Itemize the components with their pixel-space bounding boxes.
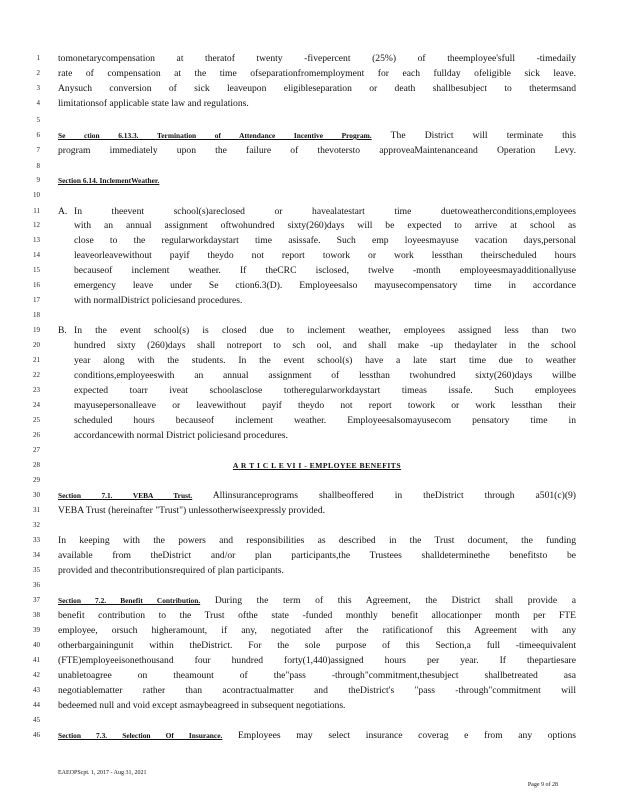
- line-number: 17: [33, 296, 40, 304]
- line-number: 14: [33, 251, 40, 259]
- body-line: benefit contribution to the Trust ofthe state -funded monthly benefit allocationper month per FTE: [58, 610, 576, 621]
- line-number: 3: [36, 84, 40, 92]
- body-line: available from theDistrict and/or plan participants,the Trustees shalldeterminethe benefitsto be: [58, 550, 576, 561]
- line-number: 37: [33, 596, 40, 604]
- line-number: 30: [33, 491, 40, 499]
- line-number: 33: [33, 536, 40, 544]
- line-number: 34: [33, 551, 40, 559]
- line-number: 27: [33, 446, 40, 454]
- line-number: 28: [33, 461, 40, 469]
- line-number: 29: [33, 476, 40, 484]
- footer-page-number: Page 9 of 28: [527, 782, 558, 788]
- section-6-14-heading: [58, 174, 576, 187]
- section-text: During the term of this Agreement, the District shall provide a: [214, 595, 576, 606]
- body-line: accordancewith normal District policiesand procedures.: [74, 430, 288, 441]
- body-line: provided and thecontributionsrequired of plan participants.: [58, 565, 284, 576]
- body-line: limitationsof applicable state law and regulations.: [58, 98, 249, 109]
- line-number: 24: [33, 401, 40, 409]
- body-line: leaveorleavewithout payif theydo not report towork or work lessthan theirscheduled hours: [74, 250, 576, 261]
- body-line: employee, orsuch higheramount, if any, negotiated after the ratificationof this Agreement with any: [58, 625, 576, 636]
- article-heading: [58, 459, 576, 472]
- line-number: 45: [33, 716, 40, 724]
- line-number: 18: [33, 311, 40, 319]
- body-line: mayusepersonalleave or leavewithout payif theydo not report towork or work lessthan their: [74, 400, 576, 411]
- body-line: [58, 594, 576, 607]
- body-line: In the event school(s) is closed due to inclement weather, employees assigned less than two: [74, 325, 576, 336]
- line-number: 22: [33, 371, 40, 379]
- body-line: hundred sixty (260)days shall notreport to sch ool, and shall make -up thedaylater in the school: [74, 340, 576, 351]
- line-number: 15: [33, 266, 40, 274]
- line-number: 38: [33, 611, 40, 619]
- line-number: 10: [33, 191, 40, 199]
- body-line: bedeemed null and void except asmaybeagreed in subsequent negotiations.: [58, 700, 346, 711]
- body-line: otherbargainingunit within theDistrict. For the sole purpose of this Section,a full -timeequivalent: [58, 640, 576, 651]
- body-line: year along with the students. In the event school(s) have a late start time due to weather: [74, 355, 576, 366]
- line-number: 4: [36, 99, 40, 107]
- line-number: 1: [36, 54, 40, 62]
- body-line: In keeping with the powers and responsibilities as described in the Trust document, the funding: [58, 535, 576, 546]
- line-number: 6: [36, 131, 40, 139]
- article-title: A R T I C L E VI I - EMPLOYEE BENEFITS: [232, 461, 402, 470]
- line-number: 11: [33, 207, 40, 215]
- section-text: Allinsuranceprograms shallbeoffered in theDistrict through a501(c)(9): [212, 490, 576, 501]
- body-line: becauseof inclement weather. If theCRC isclosed, twelve -month employeesmayadditionallyuse: [74, 265, 576, 276]
- line-number: 42: [33, 671, 40, 679]
- body-line: negotiablematter rather than acontractualmatter and theDistrict's "pass -through"commitment will: [58, 685, 576, 696]
- line-number: 23: [33, 386, 40, 394]
- section-text: Employees may select insurance coverag e from any options: [237, 730, 576, 741]
- body-line: expected toarr iveat schoolasclose totheregularworkdaystart timeas issafe. Such employees: [74, 385, 576, 396]
- list-marker: B.: [58, 325, 67, 336]
- body-line: rate of compensation at the time ofseparationfromemployment for each fullday ofeligible sick leave.: [58, 68, 576, 79]
- line-number: 41: [33, 656, 40, 664]
- section-heading: Se ction 6.13.3. Termination of Attendance Incentive Program.: [58, 131, 372, 140]
- body-line: conditions,employeeswith an annual assignment of lessthan twohundred sixty(260)days willbe: [74, 370, 576, 381]
- line-number: 31: [33, 506, 40, 514]
- body-line: [58, 489, 576, 502]
- line-number: 7: [36, 146, 40, 154]
- line-number: 44: [33, 701, 40, 709]
- line-number: 16: [33, 281, 40, 289]
- line-number: 36: [33, 581, 40, 589]
- line-number: 35: [33, 566, 40, 574]
- body-line: In theevent school(s)areclosed or havealatestart time duetoweatherconditions,employees: [74, 206, 576, 217]
- line-number: 39: [33, 626, 40, 634]
- body-line: unabletoagree on theamount of the"pass -through"commitment,thesubject shallbetreated asa: [58, 670, 576, 681]
- line-number: 25: [33, 416, 40, 424]
- section-heading: Section 7.1. VEBA Trust.: [58, 491, 193, 500]
- body-line: VEBA Trust (hereinafter "Trust") unlessotherwiseexpressly provided.: [58, 505, 326, 516]
- line-number: 32: [33, 521, 40, 529]
- line-number: 26: [33, 431, 40, 439]
- body-line: close to the regularworkdaystart time asissafe. Such emp loyeesmayuse vacation days,personal: [74, 235, 576, 246]
- list-marker: A.: [58, 206, 68, 217]
- body-line: tomonetarycompensation at theratof twenty -fivepercent (25%) of theemployee'sfull -timedaily: [58, 53, 576, 64]
- line-number: 13: [33, 236, 40, 244]
- body-line: [58, 129, 576, 142]
- section-heading: Section 6.14. InclementWeather.: [58, 176, 160, 185]
- line-number: 46: [33, 731, 40, 739]
- section-heading: Section 7.2. Benefit Contribution.: [58, 596, 201, 605]
- body-line: with normalDistrict policiesand procedures.: [74, 295, 243, 306]
- body-line: emergency leave under Se ction6.3(D). Employeesalso mayusecompensatory time in accordance: [74, 280, 576, 291]
- line-number: 40: [33, 641, 40, 649]
- line-number: 21: [33, 356, 40, 364]
- line-number: 5: [36, 116, 40, 124]
- body-line: (FTE)employeeisonethousand four hundred forty(1,440)assigned hours per year. If thepartiesare: [58, 655, 576, 666]
- footer-contract-dates: EAEOPScpt. 1, 2017 - Aug 31, 2021: [58, 770, 147, 776]
- line-number: 2: [36, 69, 40, 77]
- body-line: with an annual assignment oftwohundred sixty(260)days will be expected to arrive at school as: [74, 220, 576, 231]
- line-number: 20: [33, 341, 40, 349]
- body-line: [58, 729, 576, 742]
- section-text: The District will terminate this: [390, 130, 576, 141]
- line-number: 19: [33, 326, 40, 334]
- body-line: scheduled hours becauseof inclement weather. Employeesalsomayusecom pensatory time in: [74, 415, 576, 426]
- body-line: Anysuch conversion of sick leaveupon eligibleseparation or death shallbesubject to thetermsand: [58, 83, 576, 94]
- body-line: program immediately upon the failure of thevotersto approveaMaintenanceand Operation Levy.: [58, 145, 576, 156]
- section-heading: Section 7.3. Selection Of Insurance.: [58, 731, 223, 740]
- line-number: 8: [36, 162, 40, 170]
- line-number: 12: [33, 221, 40, 229]
- line-number: 43: [33, 686, 40, 694]
- line-number: 9: [36, 176, 40, 184]
